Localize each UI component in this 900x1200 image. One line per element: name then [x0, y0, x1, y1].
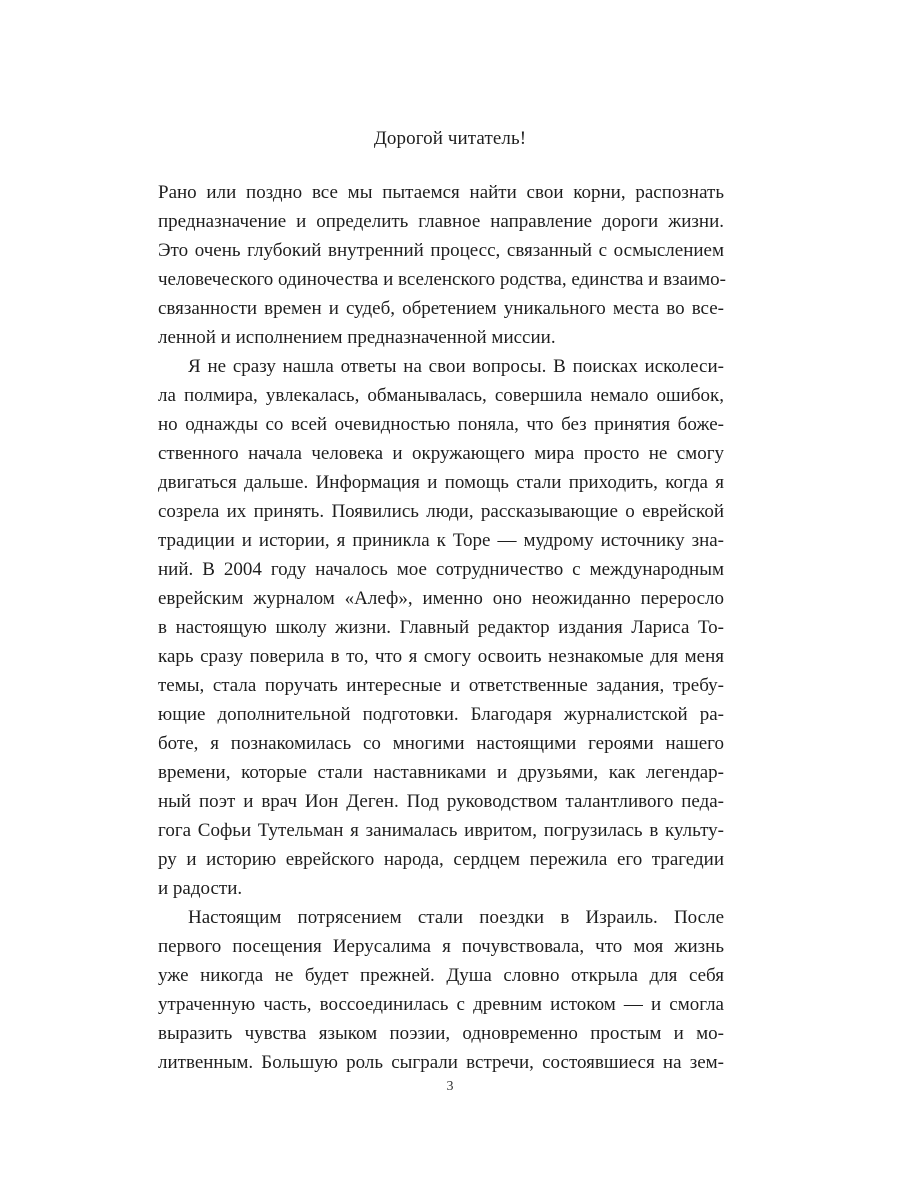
text-line: традиции и истории, я приникла к Торе — мудрому источнику зна-	[158, 530, 724, 551]
text-line: карь сразу поверила в то, что я смогу освоить незнакомые для меня	[158, 646, 724, 667]
text-line: ный поэт и врач Ион Деген. Под руководством талантливого педа-	[158, 791, 724, 812]
text-line: гога Софьи Тутельман я занималась ивритом, погрузилась в культу-	[158, 820, 724, 841]
page-title: Дорогой читатель!	[373, 128, 527, 149]
text-line: ственного начала человека и окружающего мира просто не смогу	[158, 443, 724, 464]
paragraph-3	[158, 903, 724, 1077]
text-line: литвенным. Большую роль сыграли встречи, состоявшиеся на зем-	[158, 1052, 724, 1073]
text-line: боте, я познакомилась со многими настоящими героями нашего	[158, 733, 724, 754]
text-line: Это очень глубокий внутренний процесс, связанный с осмыслением	[158, 240, 724, 261]
page-number: 3	[446, 1079, 454, 1094]
text-line: утраченную часть, воссоединилась с древним истоком — и смогла	[158, 994, 724, 1015]
text-line: и радости.	[158, 878, 243, 899]
text-line: ла полмира, увлекалась, обманывалась, совершила немало ошибок,	[158, 385, 724, 406]
text-line: ющие дополнительной подготовки. Благодаря журналистской ра-	[158, 704, 724, 725]
text-line: первого посещения Иерусалима я почувствовала, что моя жизнь	[158, 936, 724, 957]
text-line: но однажды со всей очевидностью поняла, что без принятия боже-	[158, 414, 724, 435]
text-line: ру и историю еврейского народа, сердцем пережила его трагедии	[158, 849, 724, 870]
text-line: выразить чувства языком поэзии, одновременно простым и мо-	[158, 1023, 724, 1044]
paragraph-2	[158, 352, 724, 903]
text-line: ленной и исполнением предназначенной миссии.	[158, 327, 556, 348]
text-line: в настоящую школу жизни. Главный редактор издания Лариса То-	[158, 617, 724, 638]
text-line: Настоящим потрясением стали поездки в Израиль. После	[188, 907, 724, 928]
paragraph-1	[158, 178, 724, 352]
text-line: двигаться дальше. Информация и помощь стали приходить, когда я	[158, 472, 724, 493]
text-line: Рано или поздно все мы пытаемся найти свои корни, распознать	[158, 182, 724, 203]
text-line: времени, которые стали наставниками и друзьями, как легендар-	[158, 762, 724, 783]
body-text	[158, 178, 724, 1077]
text-line: еврейским журналом «Алеф», именно оно неожиданно переросло	[158, 588, 724, 609]
text-line: темы, стала поручать интересные и ответственные задания, требу-	[158, 675, 724, 696]
text-line: созрела их принять. Появились люди, рассказывающие о еврейской	[158, 501, 724, 522]
text-line: ний. В 2004 году началось мое сотрудничество с международным	[158, 559, 724, 580]
text-line: Я не сразу нашла ответы на свои вопросы. В поисках исколеси-	[188, 356, 724, 377]
text-line: уже никогда не будет прежней. Душа словно открыла для себя	[158, 965, 724, 986]
text-line: связанности времен и судеб, обретением уникального места во все-	[158, 298, 724, 319]
text-line: предназначение и определить главное направление дороги жизни.	[158, 211, 724, 232]
text-line: человеческого одиночества и вселенского родства, единства и взаимо-	[158, 269, 726, 290]
